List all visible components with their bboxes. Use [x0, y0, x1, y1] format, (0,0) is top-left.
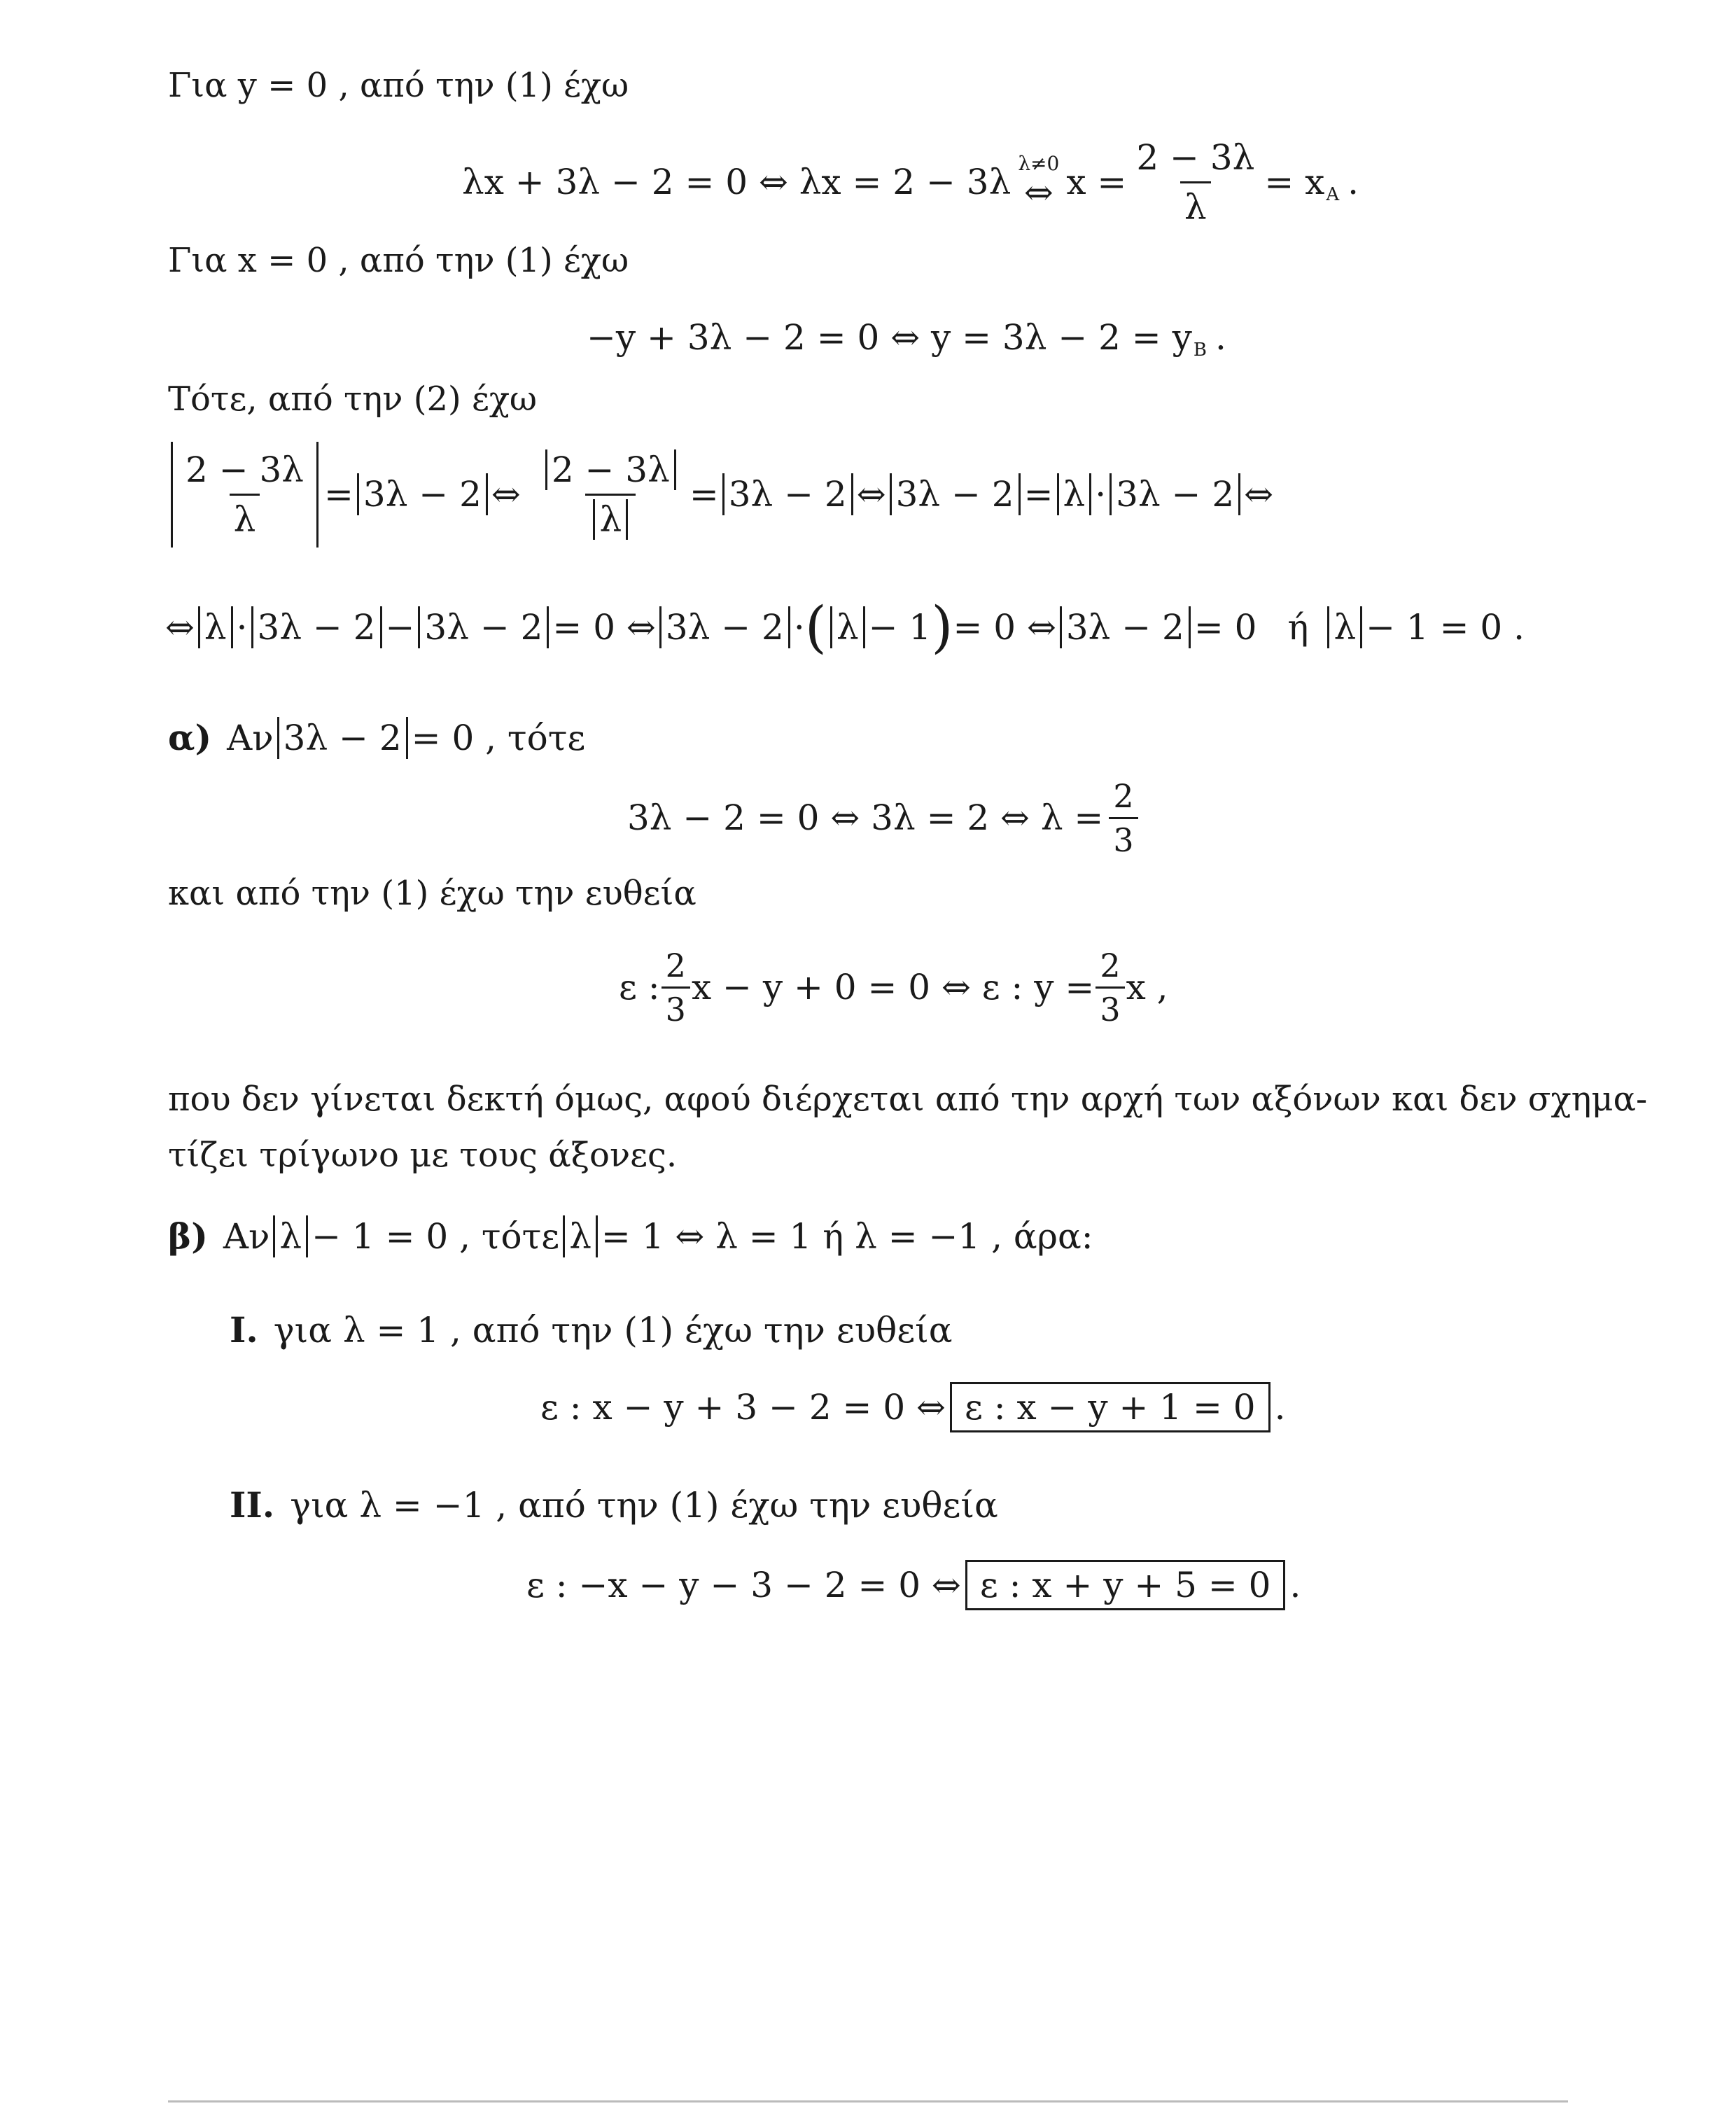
eq1-subscript: A: [1326, 184, 1340, 205]
eq1-conditional-arrow: [1018, 153, 1059, 211]
eq1-fraction: [1132, 137, 1259, 228]
eq1-arrow: ⇔: [1023, 172, 1054, 213]
eq4-dot-2: ·: [793, 607, 805, 648]
eq3-abs-fraction: [171, 442, 318, 548]
sub-II-text: για λ = −1 , από την (1) έχω την ευθεία: [290, 1485, 998, 1526]
eq3-abs-3l2-b: 3λ − 2: [722, 473, 853, 515]
eq4-abs-l-a: λ: [198, 606, 233, 648]
rejection-line-1: που δεν γίνεται δεκτή όμως, αφού διέρχεται από την αρχή των αξόνων και δεν σχημα-: [168, 1080, 1648, 1119]
eq3-dot: ·: [1095, 474, 1107, 515]
eqa1-den: 3: [1109, 817, 1138, 858]
intro-y0-line: Για y = 0 , από την (1) έχω: [168, 66, 629, 105]
eqa2-mid: x − y + 0 = 0 ⇔ ε : y =: [691, 967, 1095, 1007]
eq4-iff-0: ⇔: [165, 607, 195, 648]
eq1-left: λx + 3λ − 2 = 0 ⇔ λx = 2 − 3λ: [462, 162, 1011, 202]
eqa2-num-2: 2: [1100, 946, 1121, 984]
eq4-or: ή: [1287, 607, 1309, 648]
equation-lambda-2-3: [627, 769, 1144, 867]
case-b-text: Αν: [223, 1216, 270, 1257]
sub-case-I-heading: [230, 1309, 953, 1351]
eq3-equals-2: =: [689, 474, 719, 515]
equation-abs-1: [165, 438, 1273, 550]
equation-I: [540, 1382, 1286, 1432]
eq2-end: .: [1214, 317, 1226, 358]
eq3-fraction: [181, 449, 308, 541]
eqa1-fraction: [1109, 778, 1138, 858]
sub-II-label: II.: [230, 1484, 275, 1526]
eq1-right: = x: [1264, 162, 1325, 202]
case-b-mid-2: = 1 ⇔ λ = 1 ή λ = −1 , άρα:: [601, 1216, 1093, 1257]
eq1-x: x =: [1066, 162, 1127, 202]
rejection-line-2: τίζει τρίγωνο με τους άξονες.: [168, 1136, 678, 1175]
eq4-end: − 1 = 0 .: [1366, 607, 1525, 648]
eq4-dot-1: ·: [236, 607, 248, 648]
case-b-abs-1: λ: [273, 1215, 308, 1257]
eq1-numerator: 2 − 3λ: [1136, 137, 1255, 178]
eq4-minus: −: [385, 607, 415, 648]
equation-yb: [587, 316, 1226, 361]
eqa2-frac-1: [662, 947, 690, 1028]
case-a-heading: [168, 717, 585, 759]
eq4-paren-left: (: [804, 594, 827, 660]
footer-rule: [168, 2100, 1568, 2102]
eqa1-num: 2: [1113, 776, 1134, 815]
eq4-minus-one: − 1: [868, 607, 932, 648]
sub-I-label: I.: [230, 1309, 258, 1351]
eq3-equals-3: =: [1023, 474, 1054, 515]
eq3-abs-l: λ: [1057, 473, 1092, 515]
eq3-iff-3: ⇔: [1244, 474, 1274, 515]
eqa2-den-1: 3: [662, 986, 690, 1028]
eq3-abs-ratio: [538, 449, 684, 541]
case-a-text-pre: Αν: [227, 718, 274, 758]
equation-abs-2: [165, 594, 1525, 660]
eq4-abs-d: 3λ − 2: [1060, 606, 1191, 648]
eq1-denominator: λ: [1180, 181, 1211, 228]
equation-line-e: [619, 938, 1168, 1036]
eq1-end: .: [1348, 162, 1359, 202]
case-b-heading: [168, 1215, 1093, 1257]
eqa2-den-2: 3: [1096, 986, 1124, 1028]
eqI-boxed-result: ε : x − y + 1 = 0: [950, 1382, 1270, 1432]
eq3-denominator: λ: [230, 494, 260, 541]
eq3-abs-3l2-a: 3λ − 2: [357, 473, 488, 515]
case-b-abs-2: λ: [563, 1215, 598, 1257]
equation-xa: [462, 133, 1359, 231]
eq4-zero-3: = 0: [1194, 607, 1257, 648]
eq2-subscript: B: [1193, 340, 1207, 361]
kai-line: και από την (1) έχω την ευθεία: [168, 874, 696, 913]
eqa2-frac-2: [1096, 947, 1124, 1028]
eq4-abs-l-c: λ: [1327, 606, 1362, 648]
eq4-abs-a: 3λ − 2: [251, 606, 382, 648]
case-b-mid-1: − 1 = 0 , τότε: [312, 1216, 560, 1257]
eq3-abs-3l2-c: 3λ − 2: [890, 473, 1021, 515]
eqa2-pre: ε :: [619, 967, 660, 1007]
eqI-left: ε : x − y + 3 − 2 = 0 ⇔: [540, 1387, 946, 1428]
sub-I-text: για λ = 1 , από την (1) έχω την ευθεία: [273, 1310, 953, 1351]
eq3-abs-3l2-d: 3λ − 2: [1110, 473, 1240, 515]
eqa1-body: 3λ − 2 = 0 ⇔ 3λ = 2 ⇔ λ =: [627, 797, 1104, 838]
tote-line: Τότε, από την (2) έχω: [168, 379, 538, 419]
case-b-label: β): [168, 1215, 208, 1257]
eq4-zero-1: = 0 ⇔: [552, 607, 656, 648]
eq3-iff-1: ⇔: [491, 474, 521, 515]
eqII-boxed-result: ε : x + y + 5 = 0: [965, 1560, 1286, 1610]
eq4-paren-right: ): [931, 594, 953, 660]
eq3-iff-2: ⇔: [856, 474, 886, 515]
eq4-zero-2: = 0 ⇔: [953, 607, 1056, 648]
eq4-abs-b: 3λ − 2: [418, 606, 549, 648]
eqa2-num-1: 2: [665, 946, 686, 984]
eqI-end: .: [1274, 1387, 1286, 1428]
eqII-end: .: [1289, 1565, 1301, 1605]
eqII-left: ε : −x − y − 3 − 2 = 0 ⇔: [526, 1565, 961, 1605]
eq3-equals-1: =: [324, 474, 354, 515]
eq1-condition: λ≠0: [1018, 152, 1060, 175]
case-a-abs: 3λ − 2: [277, 717, 408, 759]
eq3-numerator: 2 − 3λ: [186, 449, 304, 490]
equation-II: [526, 1560, 1301, 1610]
eq4-abs-c: 3λ − 2: [659, 606, 790, 648]
eq3-abs-den: λ: [593, 499, 628, 540]
eq3-abs-num: 2 − 3λ: [545, 449, 676, 490]
eq2-body: −y + 3λ − 2 = 0 ⇔ y = 3λ − 2 = y: [587, 317, 1192, 358]
case-a-text-post: = 0 , τότε: [411, 718, 586, 758]
eqa2-end: x ,: [1126, 967, 1168, 1007]
sub-case-II-heading: [230, 1484, 998, 1526]
eq4-abs-l-b: λ: [830, 606, 865, 648]
case-a-label: α): [168, 717, 212, 758]
intro-x0-line: Για x = 0 , από την (1) έχω: [168, 241, 629, 280]
